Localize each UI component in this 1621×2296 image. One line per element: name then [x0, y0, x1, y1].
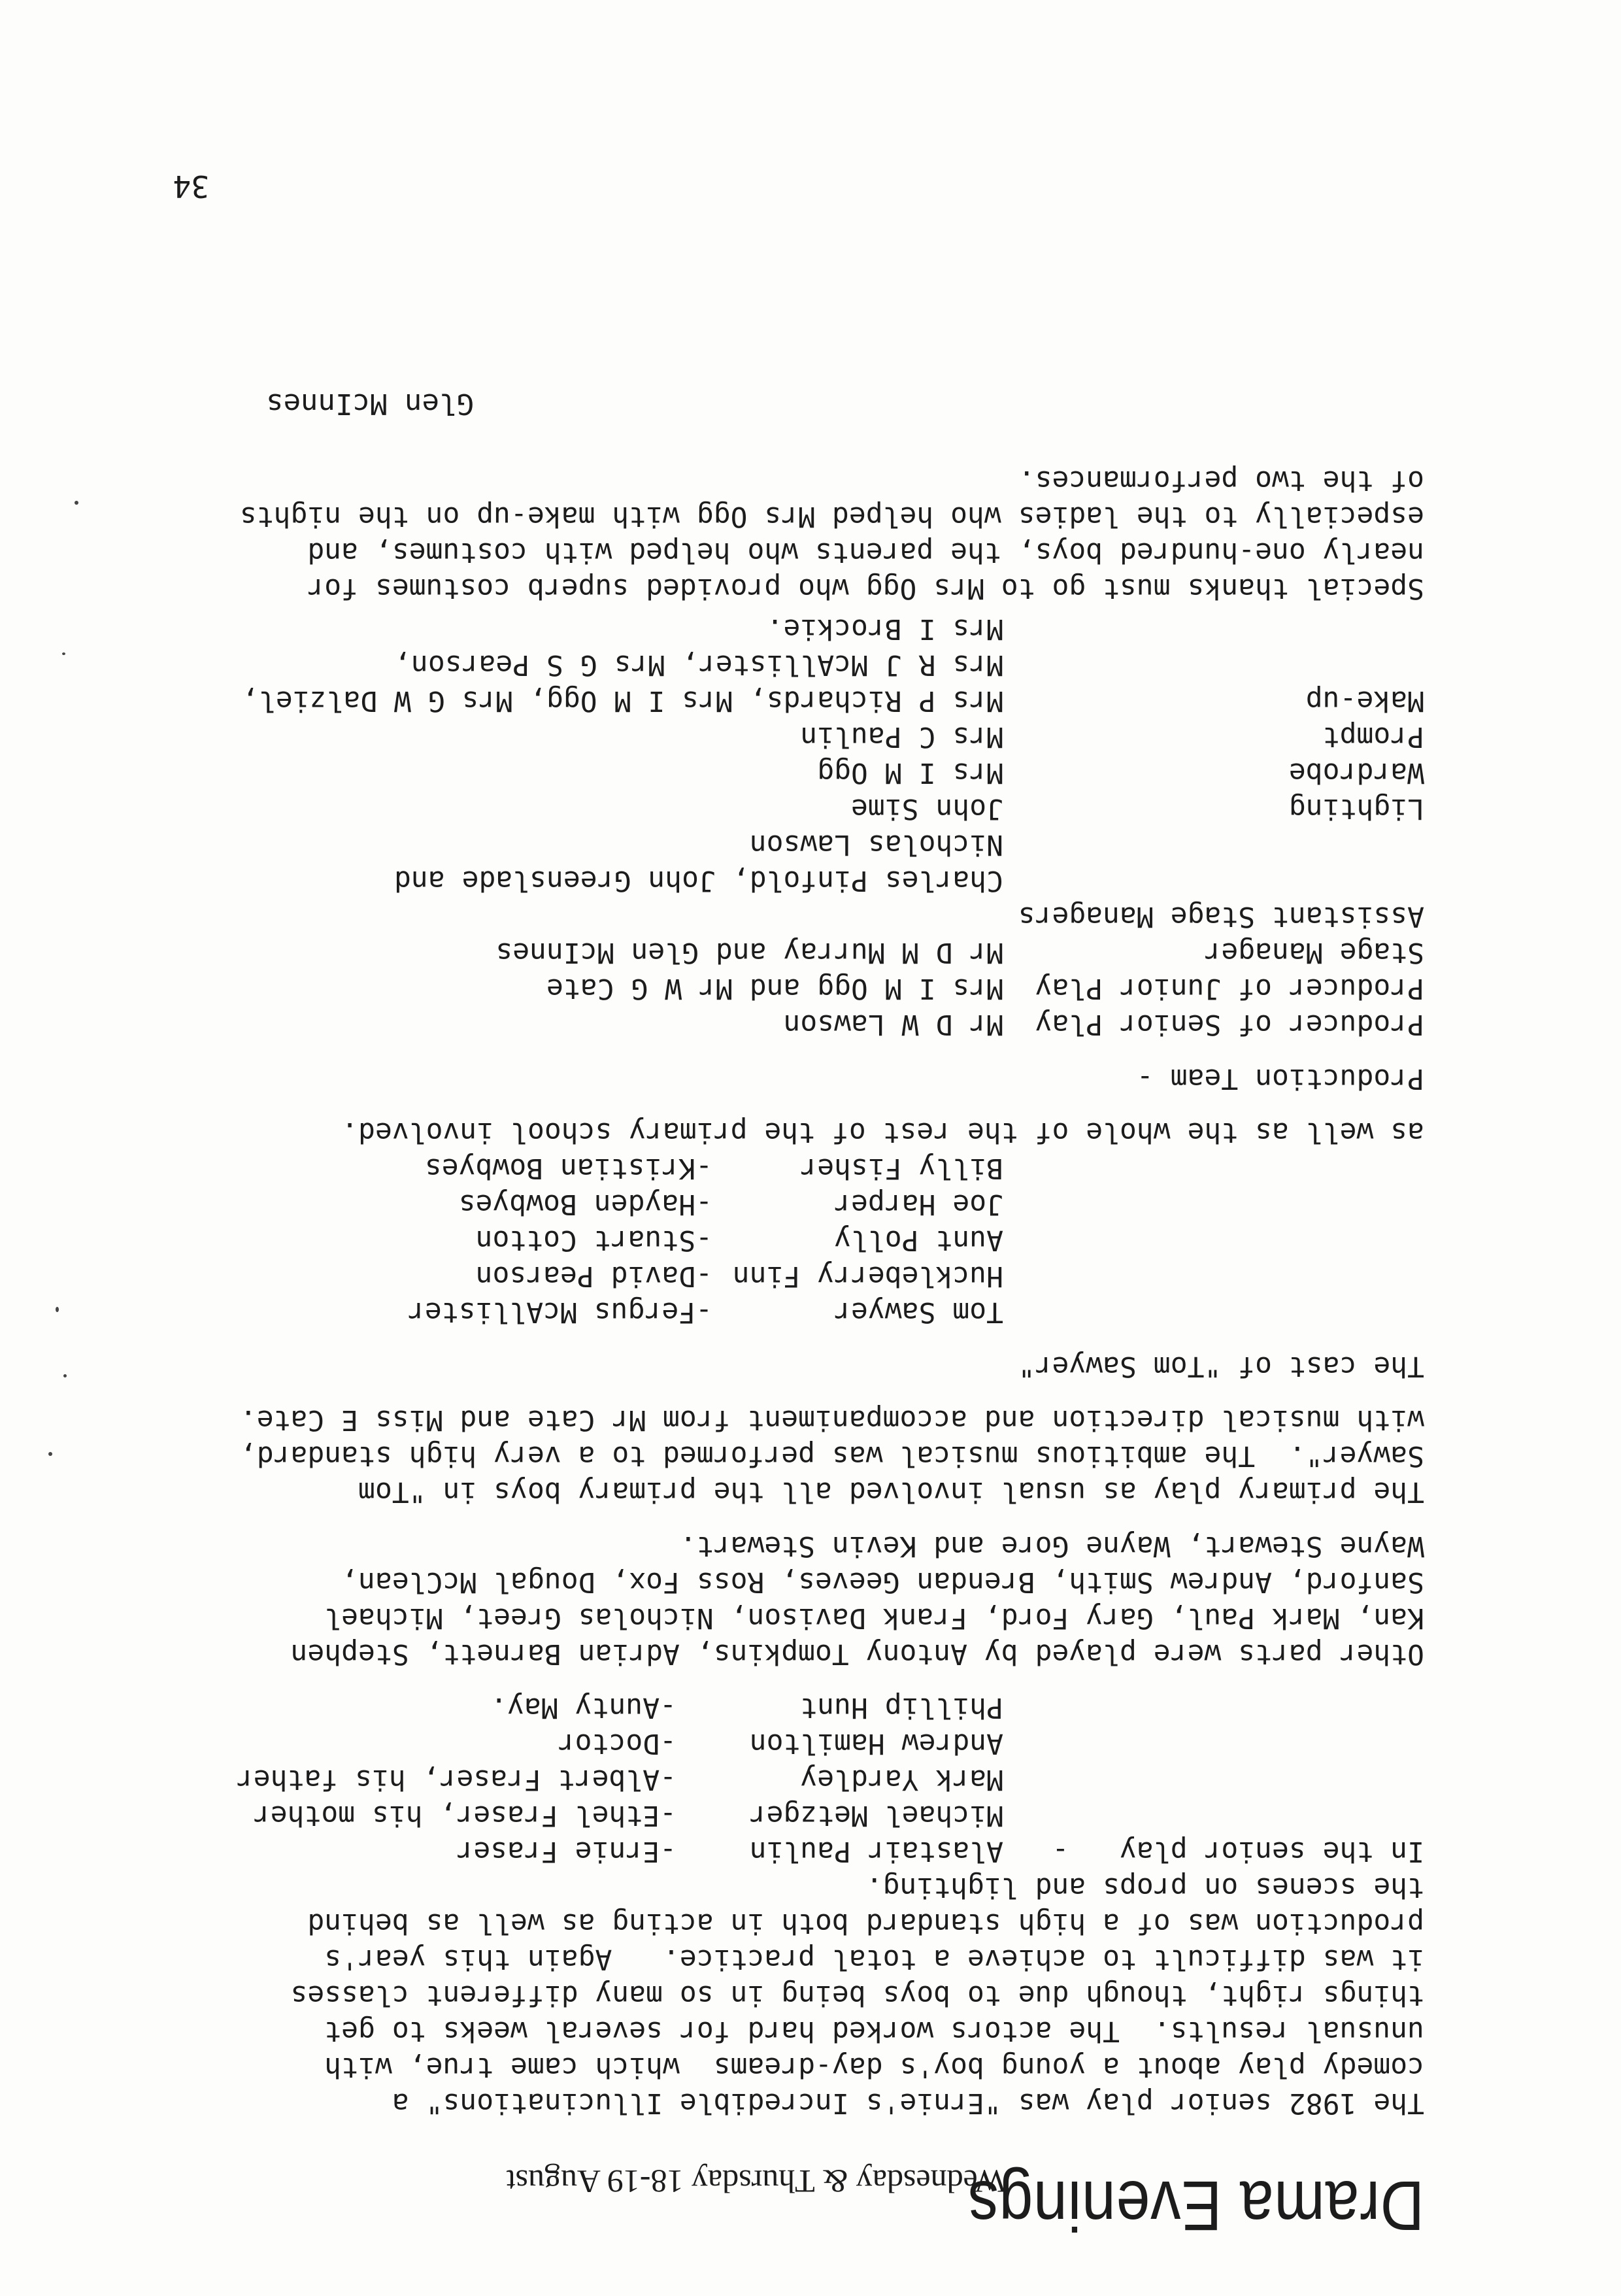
- signature: Glen McInnes: [266, 387, 474, 420]
- role-name: Billy Fisher: [800, 1152, 1003, 1185]
- team-role: Make-up: [1305, 684, 1424, 717]
- actor-name: Michael Metzger: [749, 1799, 1003, 1832]
- actor-name: -Kristian Bowbyes: [424, 1152, 712, 1185]
- text-line: with musical direction and accompaniment from Mr Cate and Miss E Cate.: [239, 1404, 1424, 1436]
- text-line: Sawyer". The ambitious musical was performed to a very high standard,: [239, 1440, 1424, 1472]
- team-people: Mrs R J McAllister, Mrs G S Pearson,: [394, 649, 1003, 681]
- text-line: it was difficult to achieve a total practice. Again this year's: [324, 1943, 1424, 1976]
- role-name: Tom Sawyer: [834, 1296, 1003, 1328]
- text-line: of the two performances.: [1018, 464, 1424, 497]
- scan-speck: [56, 1307, 59, 1312]
- actor-name: -Fergus McAllister: [408, 1296, 712, 1328]
- text-line: The primary play as usual involved all the primary boys in "Tom: [358, 1476, 1424, 1508]
- team-role: Producer of Senior Play: [1035, 1008, 1424, 1041]
- primary-cast-closing: as well as the whole of the rest of the primary school involved.: [341, 1116, 1424, 1149]
- role-name: Joe Harper: [834, 1188, 1003, 1221]
- team-people: Mr D W Lawson: [783, 1008, 1003, 1041]
- text-line: the scenes on props and lighting.: [865, 1871, 1424, 1904]
- actor-name: -David Pearson: [475, 1260, 712, 1292]
- team-people: Mr D M Murray and Glen McInnes: [495, 936, 1003, 969]
- role-name: -Aunty May.: [490, 1691, 677, 1724]
- primary-cast-label: The cast of "Tom Sawyer": [1018, 1350, 1424, 1383]
- actor-name: -Stuart Cotton: [475, 1224, 712, 1257]
- team-people: Mrs P Richards, Mrs I M Ogg, Mrs G W Dalziel,: [242, 684, 1003, 717]
- role-name: -Doctor: [558, 1727, 677, 1760]
- page-title: Drama Evenings: [967, 2167, 1424, 2246]
- actor-name: Mark Yardley: [800, 1763, 1003, 1796]
- text-line: nearly one-hundred boys, the parents who helped with costumes, and: [307, 536, 1424, 569]
- role-name: Huckleberry Finn: [732, 1260, 1003, 1292]
- team-role: Assistant Stage Managers: [1018, 900, 1424, 933]
- role-name: -Ernie Fraser: [456, 1835, 677, 1868]
- actor-name: Alastair Paulin: [749, 1835, 1003, 1868]
- team-people: Mrs I M Ogg: [817, 756, 1003, 789]
- text-line: Kan, Mark Paul, Gary Ford, Frank Davison, Nicholas Greet, Michael: [324, 1602, 1424, 1634]
- team-people: Mrs I M Ogg and Mr W G Cate: [546, 972, 1003, 1005]
- text-line: Sanford, Andrew Smith, Brendan Geeves, Ross Fox, Dougal McClean,: [341, 1566, 1424, 1598]
- text-line: Special thanks must go to Mrs Ogg who provided superb costumes for: [307, 572, 1424, 605]
- text-line: The 1982 senior play was "Ernie's Incredible Illucinations" a: [392, 2087, 1424, 2119]
- scan-speck: [48, 1452, 52, 1456]
- team-role: Producer of Junior Play: [1035, 972, 1424, 1005]
- page-number: 34: [173, 169, 209, 204]
- role-name: -Ethel Fraser, his mother: [253, 1799, 677, 1832]
- team-people: Nicholas Lawson: [749, 828, 1003, 861]
- text-line: Other parts were played by Antony Tompkins, Adrian Barnett, Stephen: [290, 1638, 1424, 1670]
- team-role: Lighting: [1288, 792, 1424, 825]
- text-line: Wayne Stewart, Wayne Gore and Kevin Stewart.: [679, 1530, 1424, 1562]
- actor-name: -Hayden Bowbyes: [458, 1188, 712, 1221]
- text-line: unusual results. The actors worked hard for several weeks to get: [324, 2015, 1424, 2048]
- team-people: Mrs C Paulin: [800, 720, 1003, 753]
- production-team-label: Production Team -: [1136, 1062, 1424, 1095]
- team-role: Prompt: [1322, 720, 1424, 753]
- text-line: especially to the ladies who helped Mrs Ogg with make-up on the nights: [239, 500, 1424, 533]
- role-name: Aunt Polly: [834, 1224, 1003, 1257]
- page-subtitle: Wednesday & Thursday 18-19 August: [506, 2163, 1006, 2200]
- team-people: Mrs I Brockie.: [766, 613, 1003, 645]
- actor-name: Phillip Hunt: [800, 1691, 1003, 1724]
- team-people: Charles Pinfold, John Greenslade and: [394, 864, 1003, 897]
- scan-speck: [62, 652, 65, 655]
- team-role: Wardrobe: [1288, 756, 1424, 789]
- text-line: things right, though due to boys being in so many different classes: [290, 1979, 1424, 2012]
- actor-name: Andrew Hamilton: [749, 1727, 1003, 1760]
- text-line: comedy play about a young boy's day-dreams which came true, with: [324, 2051, 1424, 2084]
- scan-speck: [63, 1374, 67, 1377]
- scan-speck: [75, 501, 78, 505]
- text-line: production was of a high standard both in acting as well as behind: [307, 1907, 1424, 1940]
- heading: [506, 2163, 1424, 2246]
- senior-cast-label: In the senior play -: [1052, 1835, 1424, 1868]
- team-people: John Sime: [851, 792, 1003, 825]
- role-name: -Albert Fraser, his father: [236, 1763, 677, 1796]
- team-role: Stage Manager: [1204, 936, 1424, 969]
